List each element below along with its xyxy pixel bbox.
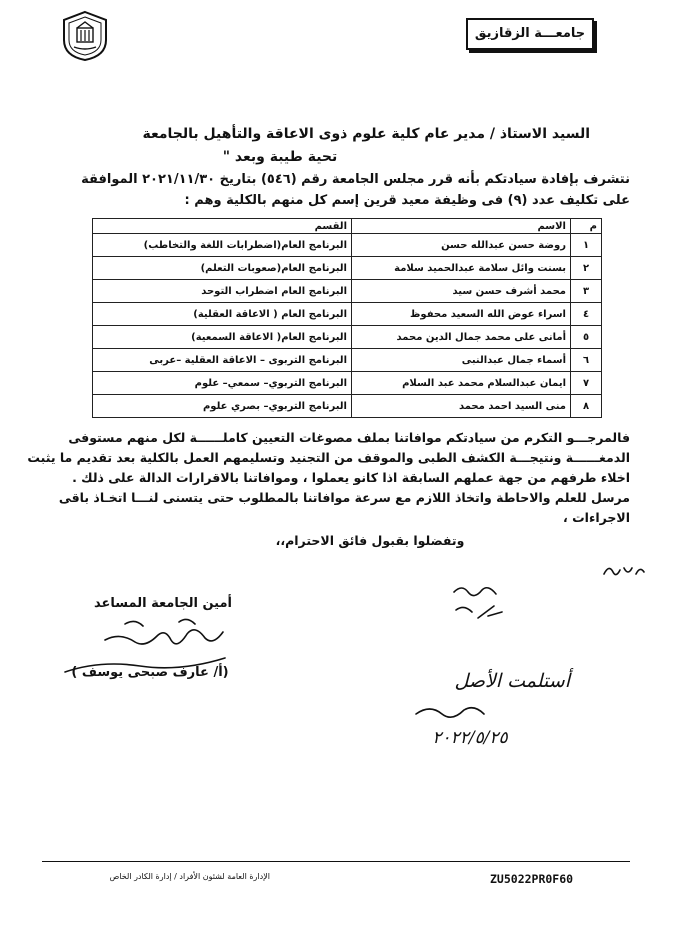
received-signature-icon [410,700,490,724]
table-row [93,395,602,418]
row-index: ٧ [571,372,602,395]
row-name: ايمان عبدالسلام محمد عبد السلام [352,372,571,395]
table-header-row [93,219,602,234]
table-row [93,349,602,372]
row-department: البرنامج العام( الاعاقة السمعية) [93,326,352,349]
table-row [93,280,602,303]
row-name: اسراء عوض الله السعيد محفوظ [352,303,571,326]
greeting: تحية طيبة وبعد " [222,149,338,165]
table-row [93,257,602,280]
row-department: البرنامج العام(صعوبات التعلم) [93,257,352,280]
table-row [93,234,602,257]
paragraph-1-line-2: الدمغــــــة ونتيجـــة الكشف الطبى والموقف من التجنيد وتسليمهم العمل بالكلية بعد تقديم ما يثبت [27,450,630,465]
col-header-department: القسم [93,219,352,234]
row-department: البرنامج العام(اضطرابات اللغة والتخاطب) [93,234,352,257]
paragraph-1-line-1: فالمرجـــو التكرم من سيادتكم موافاتنا بملف مصوغات التعيين كاملــــــة لكل منهم مستوفى [68,430,630,445]
row-name: روضة حسن عبدالله حسن [352,234,571,257]
closing: وتفضلوا بقبول فائق الاحترام،، [275,533,465,548]
row-index: ٨ [571,395,602,418]
row-department: البرنامج التربوى – الاعاقة العقلية –عربى [93,349,352,372]
row-index: ٤ [571,303,602,326]
row-index: ٣ [571,280,602,303]
table-row [93,303,602,326]
university-name-box: جامعـــة الزقازيق [466,18,594,50]
assignee-table [92,218,602,418]
paragraph-2-line-2: الاجراءات ، [563,510,630,525]
signature-title: أمين الجامعة المساعد [94,596,232,611]
document-code: ZU5022PR0F60 [490,872,574,886]
col-header-index: م [571,219,602,234]
row-name: أسماء جمال عبدالنبى [352,349,571,372]
row-department: البرنامج العام ( الاعاقة العقلية) [93,303,352,326]
row-department: البرنامج العام اضطراب التوحد [93,280,352,303]
intro-line-1: نتشرف بإفادة سيادتكم بأنه قرر مجلس الجامعة رقم (٥٤٦) بتاريخ ٢٠٢١/١١/٣٠ الموافقة [81,172,630,187]
table-row [93,326,602,349]
footer-department: الإدارة العامة لشئون الأفراد / إدارة الكادر الخاص [109,872,270,881]
paragraph-1-line-3: اخلاء طرفهم من جهة عملهم السابقة اذا كانو يعملوا ، وموافاتنا بالاقرارات الدالة على ذلك . [72,470,630,485]
intro-line-2: على تكليف عدد (٩) فى وظيفة معيد قرين إسم كل منهم بالكلية وهم : [184,193,630,208]
paragraph-2-line-1: مرسل للعلم والاحاطة واتخاذ اللازم مع سرعة موافاتنا بالمطلوب حتى يتسنى لنـــا اتخـاذ باقى [58,490,630,505]
received-note: أستلمت الأصل [454,670,570,692]
handwritten-initials-icon [448,582,508,624]
table-row [93,372,602,395]
row-name: محمد أشرف حسن سيد [352,280,571,303]
handwritten-mark-icon [600,560,648,584]
signatory-name: (أ/ عارف صبحى يوسف ) [71,665,229,680]
row-name: بسنت وائل سلامة عبدالحميد سلامة [352,257,571,280]
row-index: ١ [571,234,602,257]
row-department: البرنامج التربوي– بصري علوم [93,395,352,418]
university-logo [60,10,110,62]
addressee: السيد الاستاذ / مدير عام كلية علوم ذوى الاعاقة والتأهيل بالجامعة [142,126,590,142]
col-header-name: الاسم [352,219,571,234]
row-name: أمانى على محمد جمال الدين محمد [352,326,571,349]
received-date: ٢٠٢٢/٥/٢٥ [432,728,508,748]
row-department: البرنامج التربوي– سمعي– علوم [93,372,352,395]
row-index: ٥ [571,326,602,349]
row-index: ٦ [571,349,602,372]
row-name: منى السيد احمد محمد [352,395,571,418]
footer-divider [42,861,630,862]
row-index: ٢ [571,257,602,280]
